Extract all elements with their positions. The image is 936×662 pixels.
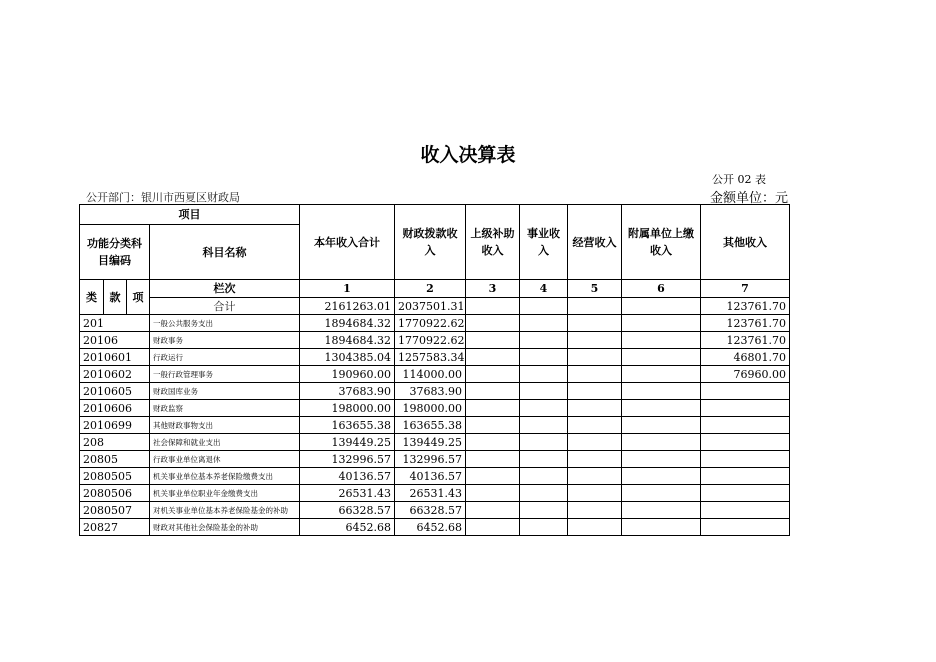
- row-name: 一般公共服务支出: [150, 315, 300, 332]
- row-total: 26531.43: [300, 485, 395, 502]
- row-business: [520, 434, 568, 451]
- header-func-code: 功能分类科目编码: [80, 225, 150, 280]
- department-label: 公开部门：银川市西夏区财政局: [86, 191, 240, 204]
- row-affiliated: [622, 451, 701, 468]
- row-upper: [466, 485, 520, 502]
- row-affiliated: [622, 383, 701, 400]
- row-affiliated: [622, 417, 701, 434]
- row-code: 20827: [80, 519, 150, 536]
- row-code: 2010606: [80, 400, 150, 417]
- row-fiscal: 198000.00: [395, 400, 466, 417]
- table-row: [80, 366, 790, 383]
- row-fiscal: 1770922.62: [395, 315, 466, 332]
- row-upper: [466, 366, 520, 383]
- row-other: [701, 417, 790, 434]
- row-business: [520, 502, 568, 519]
- table-row: [80, 451, 790, 468]
- row-other: [701, 400, 790, 417]
- row-code: 2080505: [80, 468, 150, 485]
- row-business: [520, 485, 568, 502]
- header-col6: 6: [622, 280, 701, 298]
- row-business: [520, 417, 568, 434]
- row-code: 208: [80, 434, 150, 451]
- row-upper: [466, 468, 520, 485]
- header-total: 本年收入合计: [300, 205, 395, 280]
- row-fiscal: 114000.00: [395, 366, 466, 383]
- row-other: [701, 485, 790, 502]
- header-fiscal: 财政拨款收入: [395, 205, 466, 280]
- row-other: [701, 383, 790, 400]
- total-total: 2161263.01: [300, 298, 395, 315]
- row-upper: [466, 349, 520, 366]
- row-total: 190960.00: [300, 366, 395, 383]
- row-fiscal: 40136.57: [395, 468, 466, 485]
- row-business: [520, 315, 568, 332]
- header-operating: 经营收入: [568, 205, 622, 280]
- row-affiliated: [622, 366, 701, 383]
- row-other: [701, 434, 790, 451]
- row-total: 6452.68: [300, 519, 395, 536]
- total-other: 123761.70: [701, 298, 790, 315]
- row-code: 20805: [80, 451, 150, 468]
- row-name: 财政对其他社会保险基金的补助: [150, 519, 300, 536]
- row-affiliated: [622, 434, 701, 451]
- header-col4: 4: [520, 280, 568, 298]
- row-operating: [568, 417, 622, 434]
- header-lanci: 栏次: [150, 280, 300, 298]
- header-col2: 2: [395, 280, 466, 298]
- row-operating: [568, 502, 622, 519]
- row-name: 社会保障和就业支出: [150, 434, 300, 451]
- row-total: 66328.57: [300, 502, 395, 519]
- row-code: 201: [80, 315, 150, 332]
- row-business: [520, 383, 568, 400]
- row-total: 198000.00: [300, 400, 395, 417]
- row-operating: [568, 519, 622, 536]
- header-col5: 5: [568, 280, 622, 298]
- row-business: [520, 451, 568, 468]
- row-business: [520, 332, 568, 349]
- row-other: 46801.70: [701, 349, 790, 366]
- table-row: [80, 519, 790, 536]
- row-fiscal: 1770922.62: [395, 332, 466, 349]
- table-row: [80, 468, 790, 485]
- row-upper: [466, 434, 520, 451]
- row-affiliated: [622, 332, 701, 349]
- row-affiliated: [622, 315, 701, 332]
- row-fiscal: 1257583.34: [395, 349, 466, 366]
- row-name: 其他财政事物支出: [150, 417, 300, 434]
- table-row: [80, 383, 790, 400]
- row-operating: [568, 434, 622, 451]
- total-name: 合计: [150, 298, 300, 315]
- total-business: [520, 298, 568, 315]
- row-operating: [568, 366, 622, 383]
- row-business: [520, 468, 568, 485]
- row-other: 123761.70: [701, 332, 790, 349]
- row-upper: [466, 332, 520, 349]
- row-upper: [466, 417, 520, 434]
- row-affiliated: [622, 349, 701, 366]
- row-other: 123761.70: [701, 315, 790, 332]
- header-affiliated: 附属单位上缴收入: [622, 205, 701, 280]
- table-row: [80, 315, 790, 332]
- table-row: [80, 502, 790, 519]
- row-upper: [466, 383, 520, 400]
- income-table: [79, 204, 790, 536]
- row-code: 2080507: [80, 502, 150, 519]
- header-kuan: 款: [104, 280, 127, 315]
- row-fiscal: 163655.38: [395, 417, 466, 434]
- header-col3: 3: [466, 280, 520, 298]
- row-name: 机关事业单位基本养老保险缴费支出: [150, 468, 300, 485]
- row-total: 139449.25: [300, 434, 395, 451]
- row-operating: [568, 485, 622, 502]
- row-name: 行政运行: [150, 349, 300, 366]
- row-fiscal: 139449.25: [395, 434, 466, 451]
- total-row: [80, 298, 790, 315]
- row-name: 财政国库业务: [150, 383, 300, 400]
- row-code: 2080506: [80, 485, 150, 502]
- row-fiscal: 6452.68: [395, 519, 466, 536]
- row-other: [701, 451, 790, 468]
- table-row: [80, 349, 790, 366]
- unit-label: 金额单位：元: [710, 191, 789, 206]
- row-affiliated: [622, 519, 701, 536]
- table-row: [80, 434, 790, 451]
- row-fiscal: 132996.57: [395, 451, 466, 468]
- header-business: 事业收入: [520, 205, 568, 280]
- total-upper: [466, 298, 520, 315]
- row-fiscal: 66328.57: [395, 502, 466, 519]
- table-header: [80, 205, 790, 315]
- header-project: 项目: [80, 205, 300, 225]
- row-name: 财政事务: [150, 332, 300, 349]
- row-upper: [466, 519, 520, 536]
- row-business: [520, 366, 568, 383]
- table-row: [80, 332, 790, 349]
- row-other: [701, 502, 790, 519]
- row-fiscal: 26531.43: [395, 485, 466, 502]
- row-business: [520, 400, 568, 417]
- row-code: 20106: [80, 332, 150, 349]
- row-name: 行政事业单位离退休: [150, 451, 300, 468]
- row-operating: [568, 451, 622, 468]
- table-row: [80, 417, 790, 434]
- row-upper: [466, 502, 520, 519]
- row-affiliated: [622, 485, 701, 502]
- header-lei: 类: [80, 280, 104, 315]
- row-total: 37683.90: [300, 383, 395, 400]
- header-other: 其他收入: [701, 205, 790, 280]
- page-title: 收入决算表: [420, 144, 516, 166]
- row-operating: [568, 468, 622, 485]
- row-affiliated: [622, 502, 701, 519]
- total-fiscal: 2037501.31: [395, 298, 466, 315]
- total-operating: [568, 298, 622, 315]
- total-affiliated: [622, 298, 701, 315]
- row-operating: [568, 400, 622, 417]
- row-operating: [568, 349, 622, 366]
- row-total: 1894684.32: [300, 332, 395, 349]
- row-other: [701, 519, 790, 536]
- row-operating: [568, 383, 622, 400]
- row-name: 对机关事业单位基本养老保险基金的补助: [150, 502, 300, 519]
- header-subject-name: 科目名称: [150, 225, 300, 280]
- row-name: 一般行政管理事务: [150, 366, 300, 383]
- row-total: 1304385.04: [300, 349, 395, 366]
- row-other: [701, 468, 790, 485]
- row-total: 132996.57: [300, 451, 395, 468]
- table-row: [80, 485, 790, 502]
- header-col1: 1: [300, 280, 395, 298]
- row-operating: [568, 332, 622, 349]
- row-code: 2010699: [80, 417, 150, 434]
- row-total: 163655.38: [300, 417, 395, 434]
- row-upper: [466, 315, 520, 332]
- table-body: [80, 315, 790, 536]
- row-total: 1894684.32: [300, 315, 395, 332]
- row-business: [520, 349, 568, 366]
- row-other: 76960.00: [701, 366, 790, 383]
- header-col7: 7: [701, 280, 790, 298]
- row-code: 2010601: [80, 349, 150, 366]
- row-affiliated: [622, 468, 701, 485]
- row-code: 2010602: [80, 366, 150, 383]
- row-operating: [568, 315, 622, 332]
- row-upper: [466, 400, 520, 417]
- row-affiliated: [622, 400, 701, 417]
- table-row: [80, 400, 790, 417]
- row-code: 2010605: [80, 383, 150, 400]
- row-fiscal: 37683.90: [395, 383, 466, 400]
- row-name: 机关事业单位职业年金缴费支出: [150, 485, 300, 502]
- row-business: [520, 519, 568, 536]
- header-upper: 上级补助收入: [466, 205, 520, 280]
- table-code-label: 公开 02 表: [712, 173, 766, 186]
- row-upper: [466, 451, 520, 468]
- row-name: 财政监察: [150, 400, 300, 417]
- header-xiang: 项: [127, 280, 150, 315]
- row-total: 40136.57: [300, 468, 395, 485]
